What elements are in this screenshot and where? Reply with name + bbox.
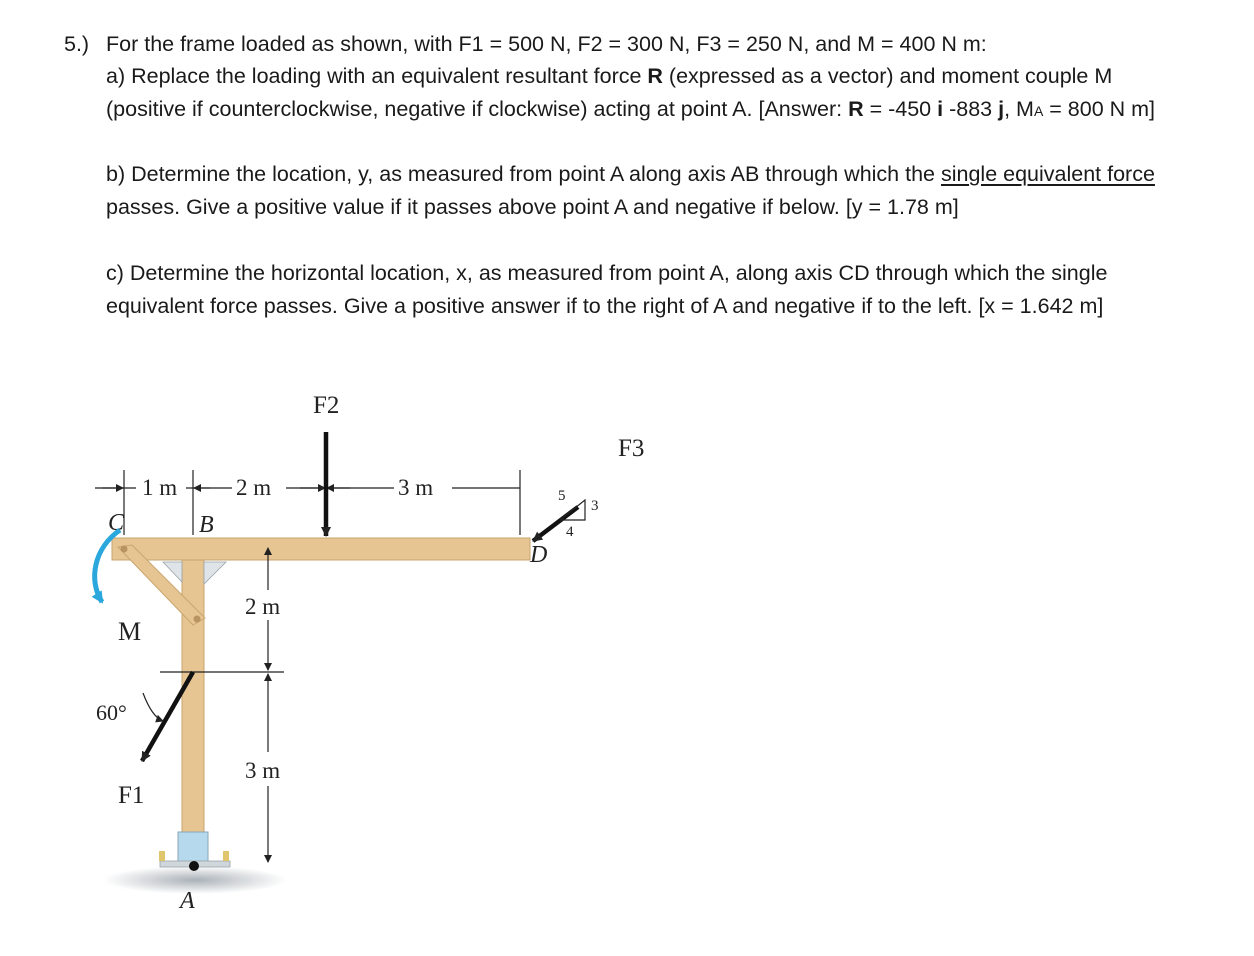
- label-angle: 60°: [96, 700, 127, 725]
- problem-intro: For the frame loaded as shown, with F1 = 500 N, F2 = 300 N, F3 = 250 N, and M = 400 N m:: [106, 32, 987, 56]
- label-a: A: [180, 888, 195, 914]
- beam-cd: [112, 538, 530, 560]
- underlined-term: single equivalent force: [940, 162, 1155, 186]
- label-f2: F2: [313, 392, 340, 419]
- pin-c: [121, 546, 128, 553]
- label-f1: F1: [118, 782, 145, 809]
- problem-number: 5.): [64, 32, 90, 56]
- bolt-right: [223, 851, 229, 861]
- post-ab: [182, 550, 204, 832]
- tri-4: 4: [566, 524, 574, 540]
- point-a-dot: [189, 861, 199, 871]
- dim-3m-h-label: 3 m: [398, 475, 434, 500]
- pin-brace: [194, 616, 201, 623]
- dim-3m-v-label: 3 m: [245, 758, 281, 783]
- base-plate: [178, 832, 208, 862]
- label-d: D: [530, 542, 548, 568]
- dim-1m-label: 1 m: [142, 475, 178, 500]
- part-c: c) Determine the horizontal location, x, as measured from point A, along axis CD through which the single equivalent force passes. Give a positive answer if to the right of A and negative if to the left. [x = 1.642 m]: [106, 261, 1108, 318]
- part-a: a) Replace the loading with an equivalent resultant force R (expressed as a vector) and moment couple M (positive if counterclockwise, negative if clockwise) acting at point A. [Answer: R = -450 i -883 j, MA = 800 N m]: [106, 64, 1156, 121]
- tri-5: 5: [558, 488, 566, 504]
- gusset-right: [204, 562, 226, 584]
- bolt-left: [159, 851, 165, 861]
- label-c: C: [108, 510, 125, 536]
- dim-2m-v-label: 2 m: [245, 594, 281, 619]
- label-b: B: [199, 512, 214, 538]
- angle-arc: [143, 693, 163, 721]
- tri-3: 3: [591, 498, 599, 514]
- part-b: b) Determine the location, y, as measured from point A along axis AB through which the single equivalent force passes. Give a positive value if it passes above point A and negative if below. [y = 1.78 m]: [106, 162, 1155, 219]
- label-f3: F3: [618, 435, 645, 462]
- label-m: M: [118, 617, 142, 646]
- dim-2m-h-label: 2 m: [236, 475, 272, 500]
